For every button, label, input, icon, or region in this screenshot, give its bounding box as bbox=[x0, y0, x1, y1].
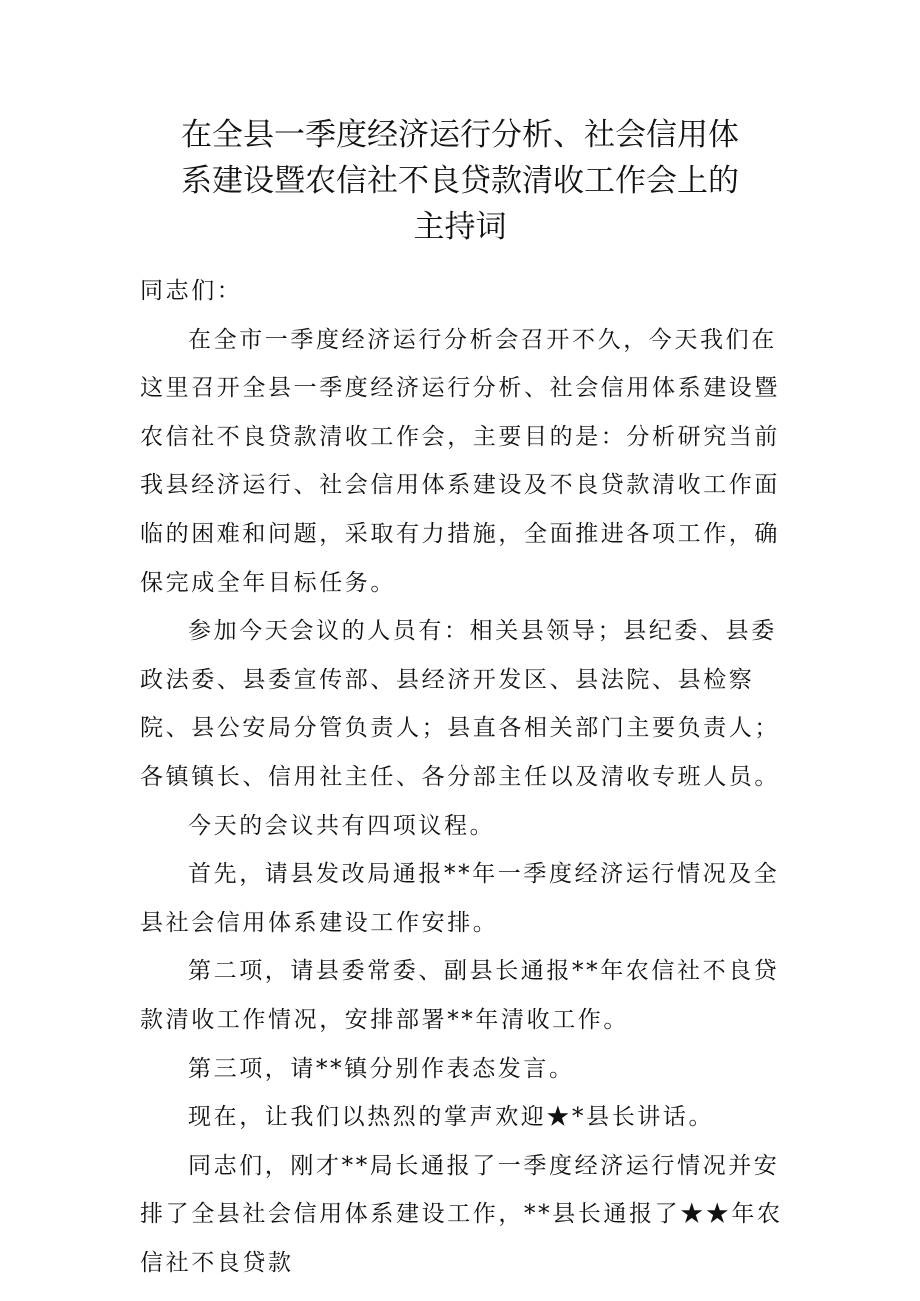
paragraph-opening: 在全市一季度经济运行分析会召开不久，今天我们在这里召开全县一季度经济运行分析、社会信用体系建设暨农信社不良贷款清收工作会，主要目的是：分析研究当前我县经济运行、社会信用体系建设及不良贷款清收工作面临的困难和问题，采取有力措施，全面推进各项工作，确保完成全年目标任务。 bbox=[140, 326, 780, 596]
paragraph-item-one: 首先，请县发改局通报**年一季度经济运行情况及全县社会信用体系建设工作安排。 bbox=[140, 861, 780, 936]
title-line: 主持词 bbox=[413, 209, 507, 245]
paragraph-attendees: 参加今天会议的人员有：相关县领导；县纪委、县委政法委、县委宣传部、县经济开发区、县法院、县检察院、县公安局分管负责人；县直各相关部门主要负责人；各镇镇长、信用社主任、各分部主任以及清收专班人员。 bbox=[140, 618, 780, 790]
salutation: 同志们： bbox=[140, 278, 243, 304]
paragraph-closing: 同志们，刚才**局长通报了一季度经济运行情况并安排了全县社会信用体系建设工作，**县长通报了★★年农信社不良贷款 bbox=[140, 1152, 783, 1276]
document-title bbox=[140, 112, 780, 250]
paragraph-item-three: 第三项，请**镇分别作表态发言。 bbox=[188, 1055, 575, 1082]
document-body bbox=[140, 267, 792, 1287]
title-line: 在全县一季度经济运行分析、社会信用体 bbox=[181, 117, 739, 153]
paragraph-item-two: 第二项，请县委常委、副县长通报**年农信社不良贷款清收工作情况，安排部署**年清收工作。 bbox=[140, 958, 780, 1033]
title-line: 系建设暨农信社不良贷款清收工作会上的 bbox=[181, 163, 739, 199]
paragraph-speech-intro: 现在，让我们以热烈的掌声欢迎★*县长讲话。 bbox=[188, 1104, 715, 1131]
paragraph-agenda: 今天的会议共有四项议程。 bbox=[188, 812, 496, 839]
